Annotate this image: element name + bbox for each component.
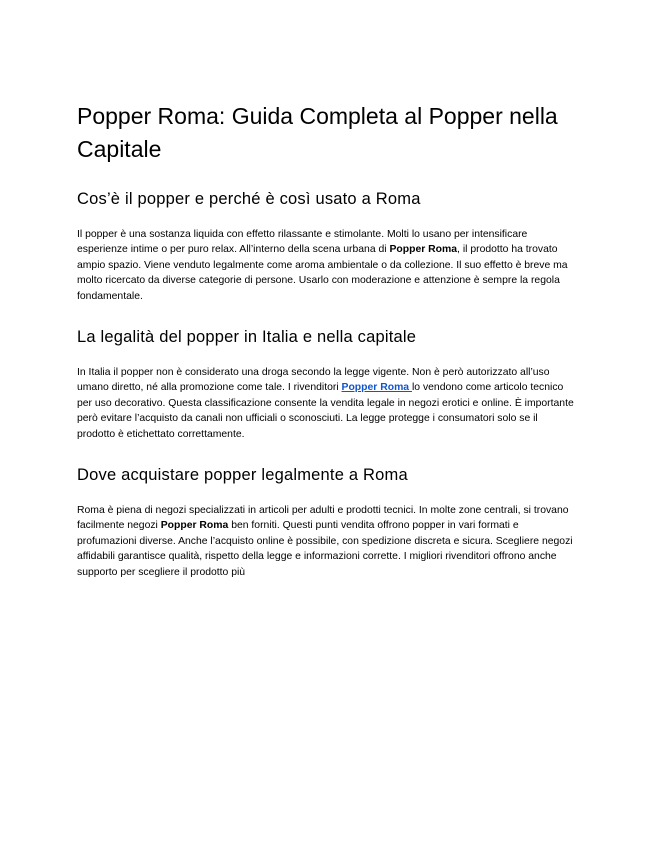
section-paragraph-legality <box>77 365 577 442</box>
page-title: Popper Roma: Guida Completa al Popper nella Capitale <box>77 103 558 162</box>
section-paragraph-what-is-popper <box>77 227 577 304</box>
bold-keyword: Popper Roma <box>160 520 229 532</box>
paragraph-text: Roma è piena di negozi specializzati in articoli per adulti e prodotti tecnici. In molte zone centrali, si trovano facilmente negozi <box>77 505 569 532</box>
paragraph-text: lo vendono come articolo tecnico per uso decorativo. Questa classificazione consente la vendita legale in negozi erotici e online. È importante però evitare l’acquisto da canali non ufficiali o sconosciuti. La legge protegge i consumatori solo se il prodotto è etichettato correttamente. <box>77 382 574 440</box>
paragraph-text: In Italia il popper non è considerato una droga secondo la legge vigente. Non è però autorizzato all’uso umano diretto, né alla promozione come tale. I rivenditori <box>77 367 550 394</box>
section-heading-what-is-popper: Cos’è il popper e perché è così usato a Roma <box>77 190 421 208</box>
paragraph-text: ben forniti. Questi punti vendita offrono popper in vari formati e profumazioni diverse. Anche l’acquisto online è possibile, con spedizione discreta e sicura. Scegliere negozi affidabili garantisce qualità, rispetto della legge e informazioni corrette. I migliori rivenditori offrono anche supporto per scegliere il prodotto più <box>77 520 573 578</box>
section-heading-legality: La legalità del popper in Italia e nella capitale <box>77 328 417 347</box>
section-heading-where-to-buy: Dove acquistare popper legalmente a Roma <box>77 466 408 485</box>
paragraph-text: Il popper è una sostanza liquida con effetto rilassante e stimolante. Molti lo usano per intensificare esperienze intime o per puro relax. All’interno della scena urbana di <box>77 229 528 256</box>
paragraph-text: , il prodotto ha trovato ampio spazio. Viene venduto legalmente come aroma ambientale o da collezione. Il suo effetto è breve ma molto ricercato da diverse categorie di persone. Usarlo con moderazione e attenzione è sempre la regola fondamentale. <box>77 244 568 302</box>
section-paragraph-where-to-buy <box>77 503 577 580</box>
popper-roma-link[interactable]: Popper Roma <box>341 382 412 394</box>
document-body <box>77 100 577 602</box>
bold-keyword: Popper Roma <box>389 244 458 256</box>
